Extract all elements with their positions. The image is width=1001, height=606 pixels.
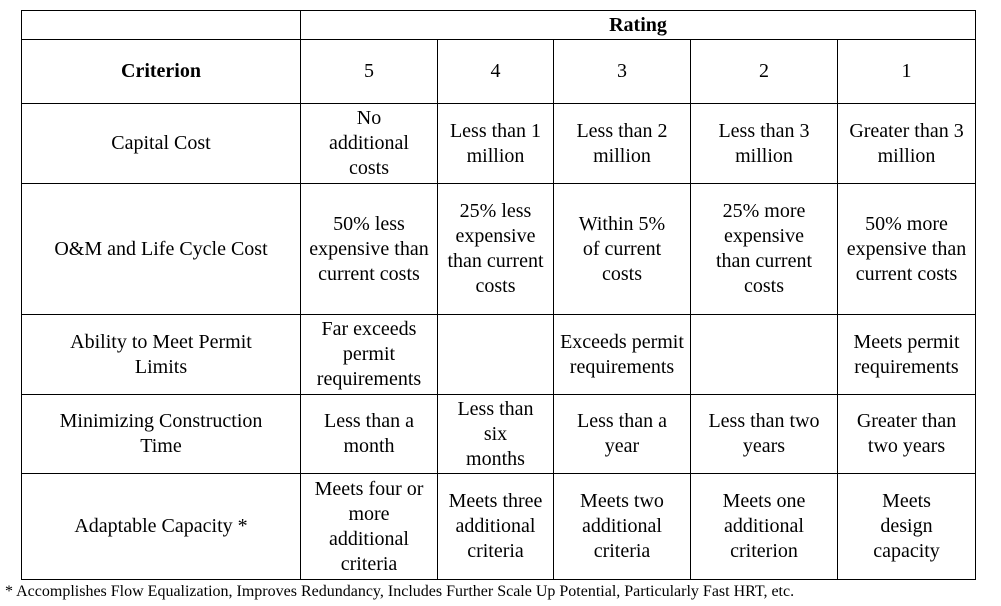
- empty-corner-cell: [22, 11, 301, 40]
- criterion-cell: Ability to Meet Permit Limits: [22, 315, 301, 395]
- rating-cell: Within 5% of current costs: [554, 184, 691, 315]
- rating-cell: No additional costs: [301, 104, 438, 184]
- rating-cell: Less than 1 million: [438, 104, 554, 184]
- rating-5-header: 5: [301, 40, 438, 104]
- rating-cell: Greater than two years: [838, 395, 976, 474]
- table-row: [22, 104, 976, 184]
- rating-cell: Meets one additional criterion: [691, 474, 838, 580]
- rating-cell: Less than two years: [691, 395, 838, 474]
- rating-cell: Less than 3 million: [691, 104, 838, 184]
- rating-cell: 25% more expensive than current costs: [691, 184, 838, 315]
- rating-cell: Meets permit requirements: [838, 315, 976, 395]
- rating-cell: Meets four or more additional criteria: [301, 474, 438, 580]
- table-row: [22, 474, 976, 580]
- rating-2-header: 2: [691, 40, 838, 104]
- rating-cell: Exceeds permit requirements: [554, 315, 691, 395]
- criterion-header: Criterion: [22, 40, 301, 104]
- rating-1-header: 1: [838, 40, 976, 104]
- rating-cell: [691, 315, 838, 395]
- rating-cell: Greater than 3 million: [838, 104, 976, 184]
- rating-cell: 25% less expensive than current costs: [438, 184, 554, 315]
- criterion-cell: O&M and Life Cycle Cost: [22, 184, 301, 315]
- rating-cell: Meets design capacity: [838, 474, 976, 580]
- rating-3-header: 3: [554, 40, 691, 104]
- table-header-row-rating: [22, 11, 976, 40]
- rating-cell: Less than 2 million: [554, 104, 691, 184]
- criterion-cell: Minimizing Construction Time: [22, 395, 301, 474]
- table-header-row-scores: [22, 40, 976, 104]
- rating-cell: 50% more expensive than current costs: [838, 184, 976, 315]
- table-row: [22, 395, 976, 474]
- criterion-cell: Adaptable Capacity *: [22, 474, 301, 580]
- rating-cell: Meets two additional criteria: [554, 474, 691, 580]
- rating-cell: 50% less expensive than current costs: [301, 184, 438, 315]
- rating-criteria-table: [21, 10, 976, 580]
- criterion-cell: Capital Cost: [22, 104, 301, 184]
- rating-cell: Less than six months: [438, 395, 554, 474]
- table-row: [22, 315, 976, 395]
- rating-cell: Meets three additional criteria: [438, 474, 554, 580]
- footnote: * Accomplishes Flow Equalization, Improves Redundancy, Includes Further Scale Up Potential, Particularly Fast HRT, etc.: [5, 583, 795, 600]
- rating-cell: Far exceeds permit requirements: [301, 315, 438, 395]
- rating-header: Rating: [301, 11, 976, 40]
- rating-4-header: 4: [438, 40, 554, 104]
- rating-cell: Less than a year: [554, 395, 691, 474]
- rating-cell: Less than a month: [301, 395, 438, 474]
- table-row: [22, 184, 976, 315]
- rating-cell: [438, 315, 554, 395]
